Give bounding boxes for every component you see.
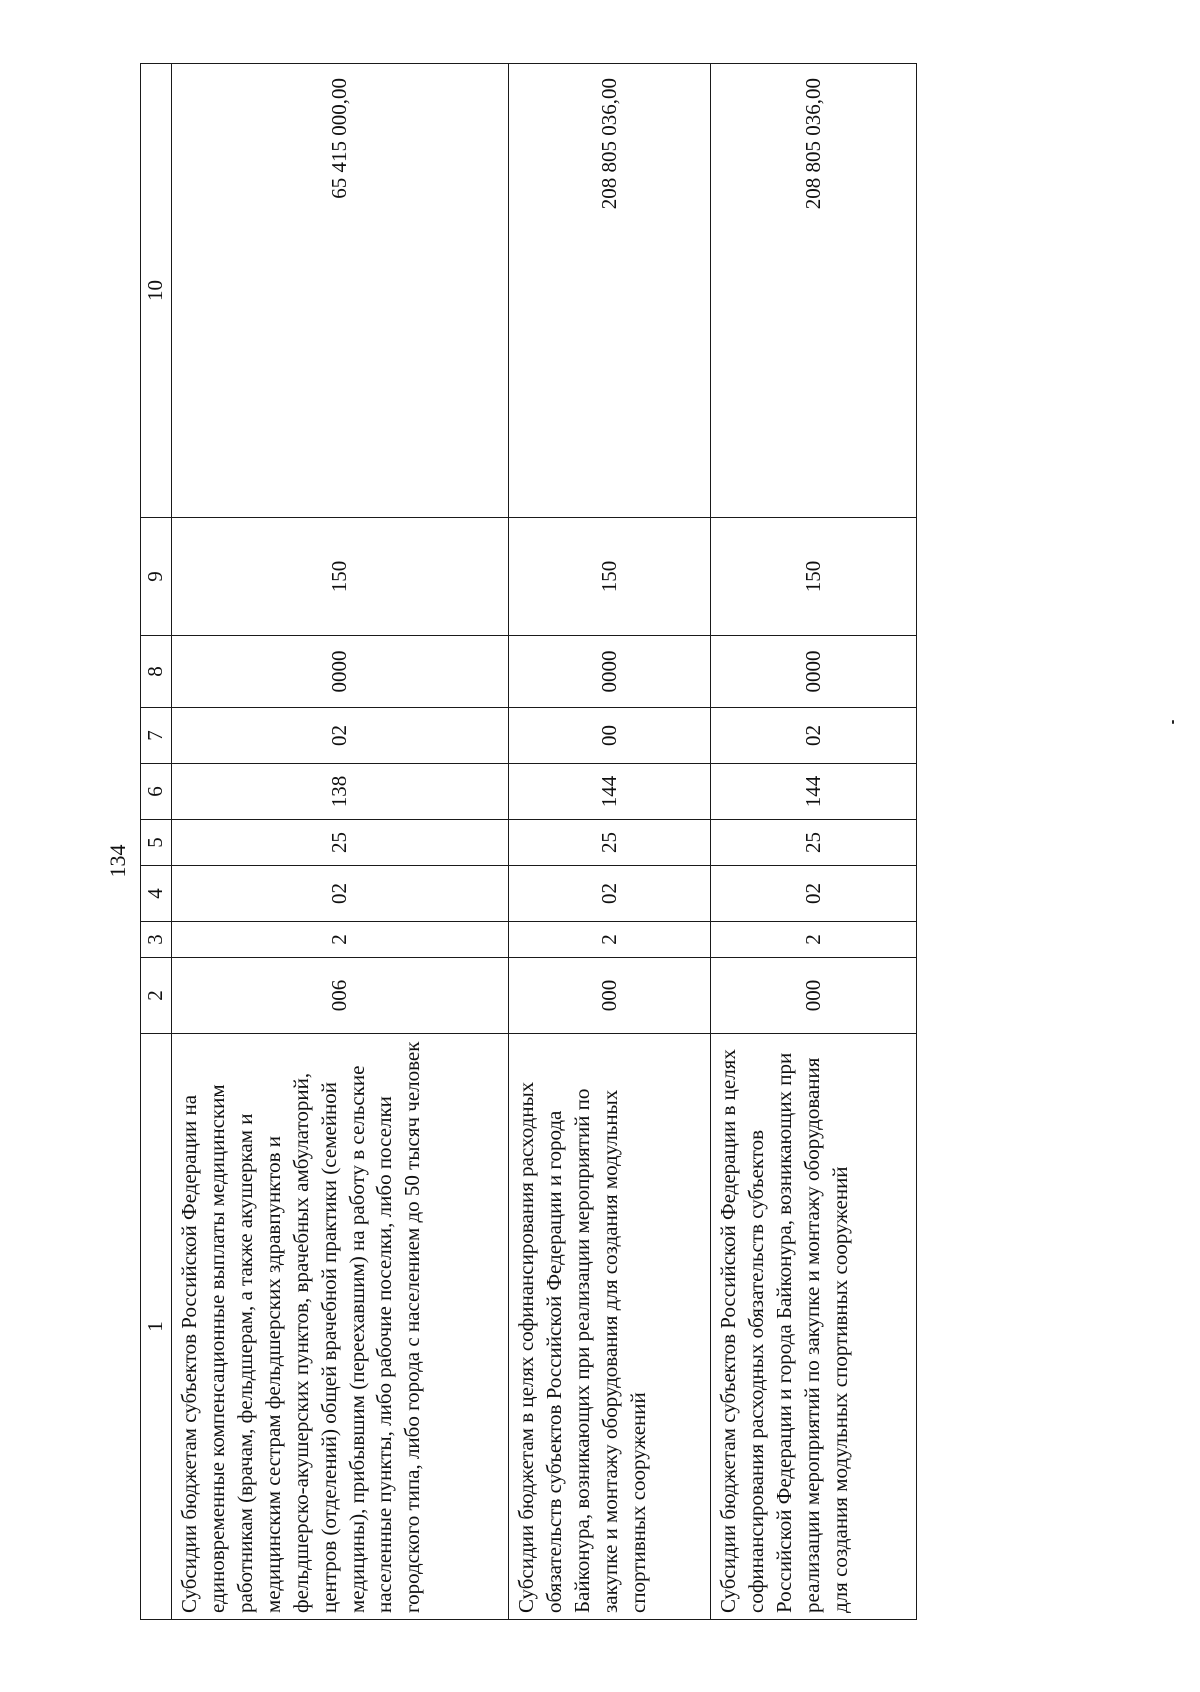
rotated-table-sheet bbox=[140, 64, 1080, 1620]
table-row bbox=[711, 64, 917, 1620]
row-code-4: 02 bbox=[172, 866, 509, 922]
row-code-7: 00 bbox=[509, 708, 711, 764]
column-header-10: 10 bbox=[141, 64, 172, 518]
row-code-3: 2 bbox=[509, 922, 711, 958]
row-code-6: 138 bbox=[172, 764, 509, 820]
row-code-5: 25 bbox=[711, 820, 917, 866]
row-code-4: 02 bbox=[711, 866, 917, 922]
column-header-4: 4 bbox=[141, 866, 172, 922]
column-header-9: 9 bbox=[141, 518, 172, 636]
row-code-2: 000 bbox=[711, 958, 917, 1034]
row-code-9: 150 bbox=[172, 518, 509, 636]
table-row bbox=[509, 64, 711, 1620]
row-amount: 208 805 036,00 bbox=[509, 64, 711, 518]
row-description: Субсидии бюджетам субъектов Российской Федерации на единовременные компенсационные выплаты медицинским работникам (врачам, фельдшерам, а также акушеркам и медицинским сестрам фельдшерских здравпунктов и фельдшерско-акушерских пунктов, врачебных амбулаторий, центров (отделений) общей врачебной практики (семейной медицины), прибывшим (переехавшим) на работу в сельские населенные пункты, либо рабочие поселки, либо поселки городского типа, либо города с населением до 50 тысяч человек bbox=[172, 1034, 509, 1620]
column-header-2: 2 bbox=[141, 958, 172, 1034]
row-code-6: 144 bbox=[509, 764, 711, 820]
column-header-6: 6 bbox=[141, 764, 172, 820]
row-code-8: 0000 bbox=[711, 636, 917, 708]
column-header-5: 5 bbox=[141, 820, 172, 866]
column-header-1: 1 bbox=[141, 1034, 172, 1620]
row-code-3: 2 bbox=[711, 922, 917, 958]
page-number: 134 bbox=[105, 844, 130, 878]
column-header-7: 7 bbox=[141, 708, 172, 764]
row-code-6: 144 bbox=[711, 764, 917, 820]
row-code-7: 02 bbox=[172, 708, 509, 764]
row-code-9: 150 bbox=[509, 518, 711, 636]
column-header-8: 8 bbox=[141, 636, 172, 708]
row-code-2: 006 bbox=[172, 958, 509, 1034]
scan-artifact-dot bbox=[1172, 720, 1174, 724]
table-row bbox=[172, 64, 509, 1620]
row-code-8: 0000 bbox=[172, 636, 509, 708]
row-description: Субсидии бюджетам в целях софинансирования расходных обязательств субъектов Российской Федерации и города Байконура, возникающих при реализации мероприятий по закупке и монтажу оборудования для создания модульных спортивных сооружений bbox=[509, 1034, 711, 1620]
header-row bbox=[141, 64, 172, 1620]
row-code-5: 25 bbox=[509, 820, 711, 866]
row-amount: 65 415 000,00 bbox=[172, 64, 509, 518]
budget-table bbox=[140, 63, 917, 1620]
row-code-8: 0000 bbox=[509, 636, 711, 708]
row-amount: 208 805 036,00 bbox=[711, 64, 917, 518]
row-code-2: 000 bbox=[509, 958, 711, 1034]
row-code-4: 02 bbox=[509, 866, 711, 922]
column-header-3: 3 bbox=[141, 922, 172, 958]
row-code-7: 02 bbox=[711, 708, 917, 764]
row-description: Субсидии бюджетам субъектов Российской Федерации в целях софинансирования расходных обязательств субъектов Российской Федерации и города Байконура, возникающих при реализации мероприятий по закупке и монтажу оборудования для создания модульных спортивных сооружений bbox=[711, 1034, 917, 1620]
row-code-9: 150 bbox=[711, 518, 917, 636]
row-code-3: 2 bbox=[172, 922, 509, 958]
row-code-5: 25 bbox=[172, 820, 509, 866]
